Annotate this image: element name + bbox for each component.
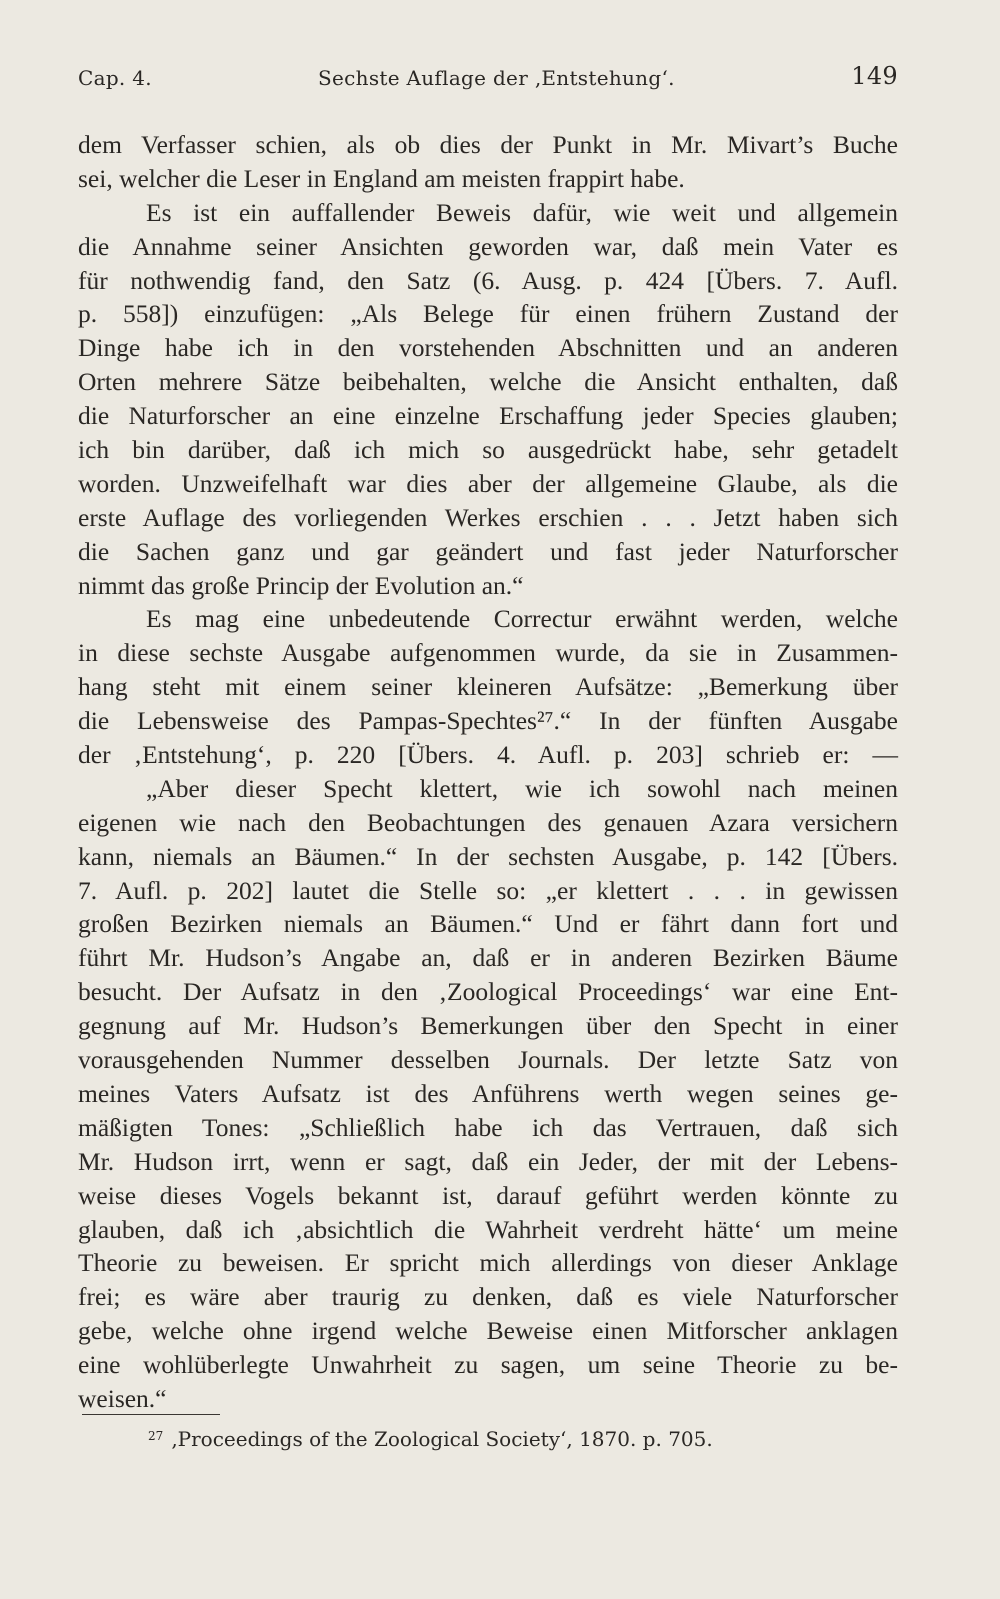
text-line: nimmt das große Princip der Evolution an.“	[78, 570, 524, 600]
text-line: meines Vaters Aufsatz ist des Anführens werth wegen seines ge-	[78, 1078, 898, 1108]
chapter-label: Cap. 4.	[78, 66, 152, 90]
text-line: kann, niemals an Bäumen.“ In der sechsten Ausgabe, p. 142 [Übers.	[78, 841, 898, 871]
text-line: die Sachen ganz und gar geändert und fast jeder Naturforscher	[78, 536, 898, 566]
text-line: Mr. Hudson irrt, wenn er sagt, daß ein Jeder, der mit der Lebens-	[78, 1146, 898, 1176]
text-line: worden. Unzweifelhaft war dies aber der allgemeine Glaube, als die	[78, 468, 898, 498]
text-line: p. 558]) einzufügen: „Als Belege für einen frühern Zustand der	[78, 299, 898, 329]
text-line: Orten mehrere Sätze beibehalten, welche die Ansicht enthalten, daß	[78, 367, 898, 397]
text-line: Es mag eine unbedeutende Correctur erwähnt werden, welche	[146, 604, 898, 634]
text-line: eine wohlüberlegte Unwahrheit zu sagen, um seine Theorie zu be-	[78, 1350, 898, 1380]
text-line: Dinge habe ich in den vorstehenden Abschnitten und an anderen	[78, 333, 898, 363]
text-line: glauben, daß ich ‚absichtlich die Wahrheit verdreht hätte‘ um meine	[78, 1214, 898, 1244]
text-line: Es ist ein auffallender Beweis dafür, wie weit und allgemein	[146, 197, 898, 227]
text-line: sei, welcher die Leser in England am meisten frappirt habe.	[78, 163, 685, 193]
text-line: weisen.“	[78, 1383, 167, 1413]
footnote-text: ‚Proceedings of the Zoological Society‘, 1870. p. 705.	[171, 1427, 713, 1451]
text-line: gebe, welche ohne irgend welche Beweise einen Mitforscher anklagen	[78, 1316, 898, 1346]
text-line: für nothwendig fand, den Satz (6. Ausg. p. 424 [Übers. 7. Aufl.	[78, 265, 898, 295]
footnote-marker: 27	[148, 1429, 164, 1443]
text-line: führt Mr. Hudson’s Angabe an, daß er in anderen Bezirken Bäume	[78, 943, 898, 973]
text-line: vorausgehenden Nummer desselben Journals. Der letzte Satz von	[78, 1045, 898, 1075]
text-line: großen Bezirken niemals an Bäumen.“ Und er fährt dann fort und	[78, 909, 898, 939]
text-line: ich bin darüber, daß ich mich so ausgedrückt habe, sehr getadelt	[78, 435, 898, 465]
running-header	[78, 62, 898, 92]
text-line: erste Auflage des vorliegenden Werkes erschien . . . Jetzt haben sich	[78, 502, 898, 532]
text-line: dem Verfasser schien, als ob dies der Punkt in Mr. Mivart’s Buche	[78, 130, 898, 159]
text-line: in diese sechste Ausgabe aufgenommen wurde, da sie in Zusammen-	[78, 638, 898, 668]
text-line: mäßigten Tones: „Schließlich habe ich das Vertrauen, daß sich	[78, 1112, 898, 1142]
text-line: gegnung auf Mr. Hudson’s Bemerkungen über den Specht in einer	[78, 1011, 898, 1041]
text-line: „Aber dieser Specht klettert, wie ich sowohl nach meinen	[146, 773, 898, 803]
text-line: weise dieses Vogels bekannt ist, darauf geführt werden könnte zu	[78, 1180, 898, 1210]
footnote-rule	[82, 1414, 220, 1415]
text-line: frei; es wäre aber traurig zu denken, daß es viele Naturforscher	[78, 1282, 898, 1312]
text-line: hang steht mit einem seiner kleineren Aufsätze: „Bemerkung über	[78, 672, 898, 702]
text-line: 7. Aufl. p. 202] lautet die Stelle so: „er klettert . . . in gewissen	[78, 875, 898, 905]
text-line: Theorie zu beweisen. Er spricht mich allerdings von dieser Anklage	[78, 1248, 898, 1278]
text-line: der ‚Entstehung‘, p. 220 [Übers. 4. Aufl. p. 203] schrieb er: —	[78, 740, 898, 770]
text-line: besucht. Der Aufsatz in den ‚Zoological Proceedings‘ war eine Ent-	[78, 977, 898, 1007]
text-line: die Naturforscher an eine einzelne Erschaffung jeder Species glauben;	[78, 401, 898, 431]
page-number: 149	[851, 62, 898, 90]
text-line: die Annahme seiner Ansichten geworden war, daß mein Vater es	[78, 231, 898, 261]
body-text	[78, 128, 898, 1416]
running-title: Sechste Auflage der ‚Entstehung‘.	[318, 66, 675, 90]
text-line: die Lebensweise des Pampas-Spechtes²⁷.“ In der fünften Ausgabe	[78, 706, 898, 736]
text-line: eigenen wie nach den Beobachtungen des genauen Azara versichern	[78, 807, 898, 837]
footnote	[148, 1427, 713, 1451]
